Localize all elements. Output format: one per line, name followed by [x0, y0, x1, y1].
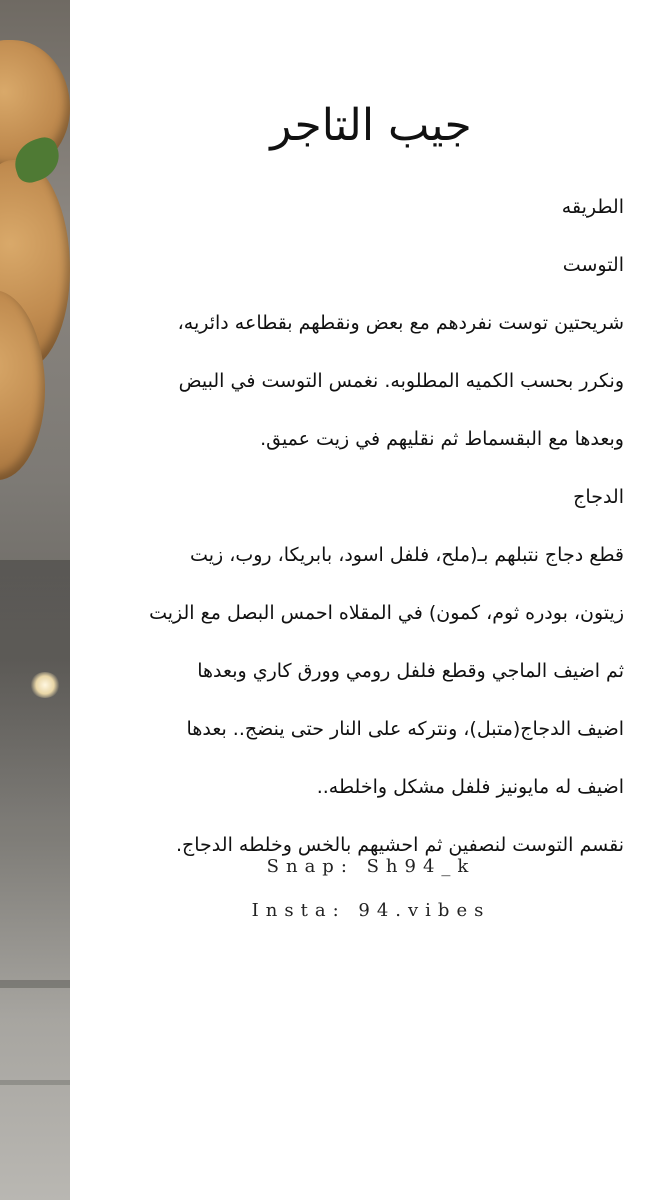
- section-heading-chicken: الدجاج: [573, 486, 624, 508]
- recipe-line: شريحتين توست نفردهم مع بعض ونقطهم بقطاعه دائريه،: [177, 312, 624, 334]
- recipe-line: زيتون، بودره ثوم، كمون) في المقلاه احمس البصل مع الزيت: [149, 602, 624, 624]
- recipe-line: اضيف له مايونيز فلفل مشكل واخلطه..: [316, 776, 624, 798]
- recipe-card: [70, 0, 672, 1200]
- recipe-line: ونكرر بحسب الكميه المطلوبه. نغمس التوست في البيض: [178, 370, 624, 392]
- shelf-line: [0, 980, 70, 988]
- snapchat-credit: Snap: Sh94_k: [266, 856, 476, 877]
- light-reflection: [30, 672, 60, 698]
- section-heading-toast: التوست: [562, 254, 624, 276]
- recipe-line: ثم اضيف الماجي وقطع فلفل رومي وورق كاري وبعدها: [197, 660, 624, 682]
- recipe-line: وبعدها مع البقسماط ثم نقليهم في زيت عميق.: [260, 428, 624, 450]
- recipe-line: اضيف الدجاج(متبل)، ونتركه على النار حتى ينضج.. بعدها: [186, 718, 624, 740]
- shelf-line: [0, 1080, 70, 1085]
- recipe-title: جيب التاجر: [270, 100, 472, 151]
- recipe-line: نقسم التوست لنصفين ثم احشيهم بالخس وخلطه الدجاج.: [175, 834, 624, 856]
- food-photo-strip: [0, 0, 70, 1200]
- section-heading-method: الطريقه: [561, 196, 624, 218]
- instagram-credit: Insta: 94.vibes: [251, 900, 491, 921]
- recipe-line: قطع دجاج نتبلهم بـ(ملح، فلفل اسود، بابريكا، روب، زيت: [190, 544, 624, 566]
- recipe-body: [148, 188, 624, 884]
